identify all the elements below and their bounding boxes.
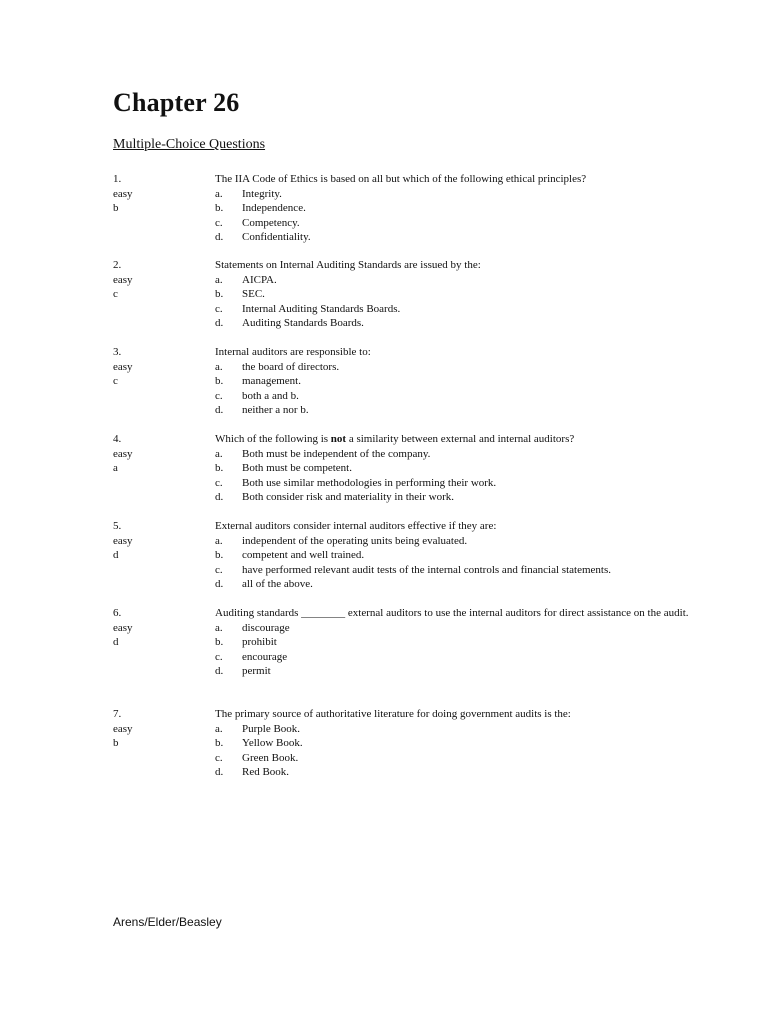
option-text: prohibit [242,636,277,648]
option-text: all of the above. [242,578,313,590]
page-footer: Arens/Elder/Beasley [113,915,222,929]
question-number: 2. [113,259,122,271]
option-a [215,621,713,636]
option-a [215,360,713,375]
question-answer: c [113,288,118,300]
option-text: competent and well trained. [242,549,365,561]
option-letter: d. [215,491,224,503]
option-letter: b. [215,375,224,387]
chapter-title: Chapter 26 [113,88,240,117]
option-c [215,563,713,578]
option-text: Internal Auditing Standards Boards. [242,302,401,315]
question-stem: The primary source of authoritative literature for doing government audits is the: [215,708,571,720]
option-letter: a. [215,621,223,634]
option-text: Integrity. [242,187,282,200]
question-meta [113,519,193,563]
option-a [215,722,713,737]
question-difficulty: easy [113,722,133,735]
question-difficulty: easy [113,187,133,200]
option-a [215,273,713,288]
option-c [215,302,713,317]
question-answer: d [113,549,119,561]
option-b [215,736,713,751]
question-number: 1. [113,173,122,185]
option-letter: b. [215,462,224,474]
question-body [215,606,713,679]
option-d [215,230,713,245]
option-letter: c. [215,563,223,576]
question-stem: Auditing standards ________ external auditors to use the internal auditors for direct assistance on the audit. [215,607,689,619]
stem-emphasis: not [330,433,347,445]
question-difficulty: easy [113,447,133,460]
option-letter: c. [215,302,223,315]
question-stem: Internal auditors are responsible to: [215,346,371,358]
question-body [215,258,713,331]
question-number: 6. [113,607,122,619]
option-b [215,201,713,216]
question-meta [113,606,193,650]
option-text: SEC. [242,288,265,300]
question-stem [215,432,713,447]
option-letter: c. [215,216,223,229]
question-answer: d [113,636,119,648]
option-d [215,765,713,780]
option-c [215,751,713,766]
option-text: Yellow Book. [242,737,303,749]
option-letter: d. [215,317,224,329]
option-text: independent of the operating units being evaluated. [242,534,468,547]
option-b [215,287,713,302]
question-difficulty: easy [113,273,133,286]
option-text: Red Book. [242,766,290,778]
option-letter: a. [215,722,223,735]
option-text: encourage [242,650,288,663]
option-text: Purple Book. [242,722,301,735]
question-number: 7. [113,708,122,720]
option-letter: d. [215,231,224,243]
option-letter: a. [215,273,223,286]
question-body [215,345,713,418]
question-difficulty: easy [113,534,133,547]
option-d [215,664,713,679]
question-meta [113,258,193,302]
option-letter: d. [215,665,224,677]
option-text: Auditing Standards Boards. [242,317,364,329]
option-text: Confidentiality. [242,231,311,243]
question-difficulty: easy [113,621,133,634]
question-meta [113,172,193,216]
option-letter: d. [215,404,224,416]
option-d [215,403,713,418]
question-stem: External auditors consider internal auditors effective if they are: [215,520,497,532]
option-c [215,476,713,491]
option-text: Both must be competent. [242,462,352,474]
question-body [215,519,713,592]
option-c [215,216,713,231]
stem-part: Which of the following is [215,433,331,445]
question-body [215,432,713,505]
option-letter: d. [215,766,224,778]
option-letter: a. [215,447,223,460]
option-text: permit [242,665,271,677]
stem-part: a similarity between external and internal auditors? [346,433,575,445]
option-letter: d. [215,578,224,590]
option-b [215,548,713,563]
question-stem: Statements on Internal Auditing Standards are issued by the: [215,259,481,271]
option-text: Both use similar methodologies in performing their work. [242,476,497,489]
option-text: neither a nor b. [242,404,309,416]
option-a [215,534,713,549]
option-text: Independence. [242,202,306,214]
option-b [215,374,713,389]
question-number: 5. [113,520,122,532]
option-letter: c. [215,650,223,663]
option-letter: b. [215,202,224,214]
question-meta [113,707,193,751]
option-text: have performed relevant audit tests of the internal controls and financial statements. [242,563,611,576]
question-answer: b [113,202,119,214]
option-text: management. [242,375,301,387]
option-d [215,577,713,592]
option-text: the board of directors. [242,360,340,373]
option-text: AICPA. [242,273,277,286]
option-text: Both must be independent of the company. [242,447,431,460]
option-text: Green Book. [242,751,299,764]
question-answer: a [113,462,118,474]
option-letter: a. [215,187,223,200]
option-text: Competency. [242,216,300,229]
option-letter: c. [215,476,223,489]
option-a [215,187,713,202]
option-text: both a and b. [242,389,299,402]
question-answer: c [113,375,118,387]
question-body [215,707,713,780]
option-text: Both consider risk and materiality in their work. [242,491,455,503]
option-d [215,316,713,331]
question-number: 3. [113,346,122,358]
option-letter: c. [215,389,223,402]
question-number: 4. [113,433,122,445]
option-text: discourage [242,621,290,634]
option-letter: a. [215,360,223,373]
question-stem: The IIA Code of Ethics is based on all but which of the following ethical principles? [215,173,587,185]
option-b [215,635,713,650]
question-difficulty: easy [113,360,133,373]
option-letter: b. [215,636,224,648]
option-c [215,650,713,665]
option-d [215,490,713,505]
option-letter: c. [215,751,223,764]
option-letter: b. [215,549,224,561]
question-meta [113,432,193,476]
option-letter: a. [215,534,223,547]
question-answer: b [113,737,119,749]
section-heading: Multiple-Choice Questions [113,137,266,152]
question-body [215,172,713,245]
option-letter: b. [215,288,224,300]
option-c [215,389,713,404]
option-a [215,447,713,462]
question-meta [113,345,193,389]
option-b [215,461,713,476]
option-letter: b. [215,737,224,749]
